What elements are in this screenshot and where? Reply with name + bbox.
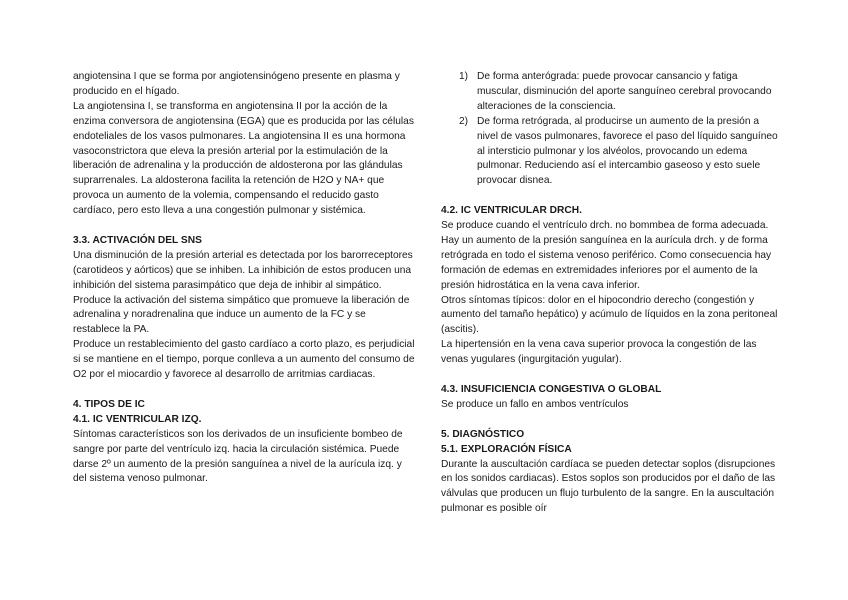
heading-congestive-global: 4.3. INSUFICIENCIA CONGESTIVA O GLOBAL — [441, 384, 662, 395]
paragraph-ic-left: Síntomas característicos son los derivados de un insuficiente bombeo de sangre por parte del ventrículo izq. hacia la circulación sistémica. Puede darse 2º un aumento de la presión sanguínea a nivel de la aurícula izq. y del sistema venoso pulmonar. — [73, 428, 403, 485]
numbered-list — [441, 70, 779, 189]
right-column — [441, 70, 779, 517]
list-item — [441, 70, 779, 115]
paragraph-physical-exam: Durante la auscultación cardíaca se pueden detectar soplos (disrupciones en los sonidos cardiacas). Estos soplos son producidos por el daño de las válvulas que producen un flujo turbulento de la sangre. En la auscultación pulmonar es posible oír — [441, 458, 776, 515]
heading-diagnosis: 5. DIAGNÓSTICO — [441, 428, 525, 440]
heading-physical-exam: 5.1. EXPLORACIÓN FÍSICA — [441, 443, 572, 455]
paragraph-ic-right-1: Se produce cuando el ventrículo drch. no bommbea de forma adecuada. Hay un aumento de la presión sanguínea en la aurícula drch. y de forma retrógrada en todo el sistema venoso periférico. Como consecuencia hay formación de edemas en extremidades inferiores por el aumento de la presión hidrostática en la vena cava inferior. — [441, 220, 772, 291]
left-column — [73, 70, 415, 487]
list-item-text: De forma retrógrada, al producirse un aumento de la presión a nivel de vasos pulmonares, favorece el paso del líquido sanguíneo al intersticio pulmonar y los alvéolos, provocando un edema pulmonar. Reduciendo así el intercambio gaseoso y esto suele provocar disnea. — [477, 115, 778, 187]
paragraph-congestive-global: Se produce un fallo en ambos ventrículos — [441, 398, 629, 410]
paragraph-sns-1: Una disminución de la presión arterial es detectada por los barorreceptores (carotideos y aórticos) que se inhiben. La inhibición de estos producen una inhibición del sistema parasimpático que deja de inhibir al simpático. Produce la activación del sistema simpático que promueve la liberación de adrenalina y noradrenalina que induce un aumento de la FC y se restablece la PA. — [73, 249, 413, 336]
list-item — [441, 115, 779, 190]
list-item-number: 2) — [459, 115, 469, 127]
paragraph-angiotensin-ii: La angiotensina I, se transforma en angiotensina II por la acción de la enzima conversora de angiotensina (EGA) que es producida por las células endoteliales de los vasos pulmonares. La angiotensina II es una hormona vasoconstrictora que eleva la presión arterial por la estimulación de la liberación de adrenalina y la producción de aldosterona por las glándulas suprarrenales. La aldosterona facilita la retención de H2O y NA+ que provoca un aumento de la volemia, compensando el reducido gasto cardíaco, pero esto lleva a una congestión pulmonar y sistémica. — [73, 100, 414, 217]
paragraph-ic-right-3: La hipertensión en la vena cava superior provoca la congestión de las venas yugulares (ingurgitación yugular). — [441, 339, 757, 366]
heading-ic-left-ventricular: 4.1. IC VENTRICULAR IZQ. — [73, 413, 202, 425]
paragraph-angiotensinogen: angiotensina I que se forma por angiotensinógeno presente en plasma y producido en el hígado. — [73, 71, 400, 97]
heading-ic-types: 4. TIPOS DE IC — [73, 398, 145, 410]
heading-sns-activation: 3.3. ACTIVACIÓN DEL SNS — [73, 234, 202, 246]
heading-ic-right-ventricular: 4.2. IC VENTRICULAR DRCH. — [441, 205, 582, 217]
list-item-number: 1) — [459, 71, 469, 82]
paragraph-ic-right-2: Otros síntomas típicos: dolor en el hipocondrio derecho (congestión y aumento del tamaño hepático) y acúmulo de líquidos en la zona peritoneal (ascitis). — [441, 294, 778, 336]
paragraph-sns-2: Produce un restablecimiento del gasto cardíaco a corto plazo, es perjudicial si se mantiene en el tiempo, porque conlleva a un aumento del consumo de O2 por el miocardio y favorece al desarrollo de arritmias cardiacas. — [73, 339, 415, 381]
list-item-text: De forma anterógrada: puede provocar cansancio y fatiga muscular, disminución del aporte sanguíneo cerebral provocando alteraciones de la consciencia. — [477, 71, 772, 112]
